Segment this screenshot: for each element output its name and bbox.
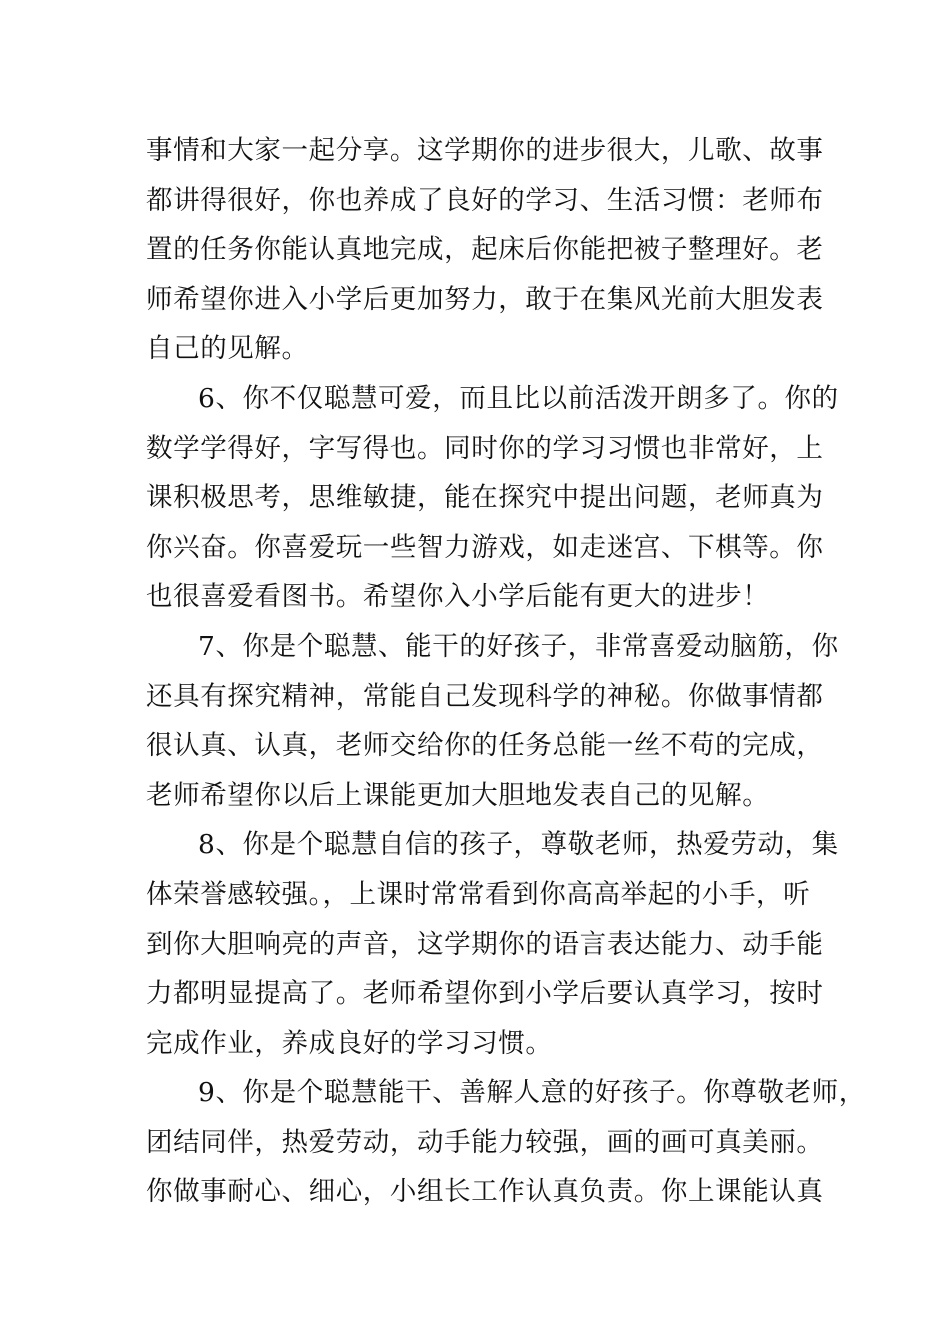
text-line: 团结同伴，热爱劳动，动手能力较强，画的画可真美丽。 [146, 1126, 824, 1158]
text-line: 老师希望你以后上课能更加大胆地发表自己的见解。 [146, 779, 770, 811]
paragraph-start-line: 7、你是个聪慧、能干的好孩子，非常喜爱动脑筋，你 [198, 630, 839, 662]
text-line: 力都明显提高了。老师希望你到小学后要认真学习，按时 [146, 978, 824, 1010]
text-line: 还具有探究精神，常能自己发现科学的神秘。你做事情都 [146, 680, 824, 712]
text-line: 完成作业，养成良好的学习习惯。 [146, 1027, 553, 1059]
paragraph-start-line: 6、你不仅聪慧可爱，而且比以前活泼开朗多了。你的 [198, 382, 839, 414]
paragraph-start-line: 9、你是个聪慧能干、善解人意的好孩子。你尊敬老师， [198, 1077, 866, 1109]
paragraph-start-line: 8、你是个聪慧自信的孩子，尊敬老师，热爱劳动，集 [198, 829, 839, 861]
text-line: 自己的见解。 [146, 333, 309, 365]
text-line: 体荣誉感较强。，上课时常常看到你高高举起的小手，听 [146, 878, 811, 910]
text-line: 也很喜爱看图书。希望你入小学后能有更大的进步！ [146, 581, 770, 613]
text-line: 都讲得很好，你也养成了良好的学习、生活习惯：老师布 [146, 184, 824, 216]
document-body [146, 126, 866, 1217]
text-line: 课积极思考，思维敏捷，能在探究中提出问题，老师真为 [146, 482, 824, 514]
text-line: 你兴奋。你喜爱玩一些智力游戏，如走迷宫、下棋等。你 [146, 531, 824, 563]
text-line: 事情和大家一起分享。这学期你的进步很大，儿歌、故事 [146, 135, 824, 166]
text-line: 很认真、认真，老师交给你的任务总能一丝不苟的完成， [146, 730, 824, 762]
text-line: 你做事耐心、细心，小组长工作认真负责。你上课能认真 [146, 1176, 824, 1208]
text-line: 数学学得好，字写得也。同时你的学习习惯也非常好，上 [146, 432, 824, 464]
text-line: 师希望你进入小学后更加努力，敢于在集风光前大胆发表 [146, 283, 824, 315]
text-line: 置的任务你能认真地完成，起床后你能把被子整理好。老 [146, 234, 824, 266]
text-line: 到你大胆响亮的声音，这学期你的语言表达能力、动手能 [146, 928, 824, 960]
